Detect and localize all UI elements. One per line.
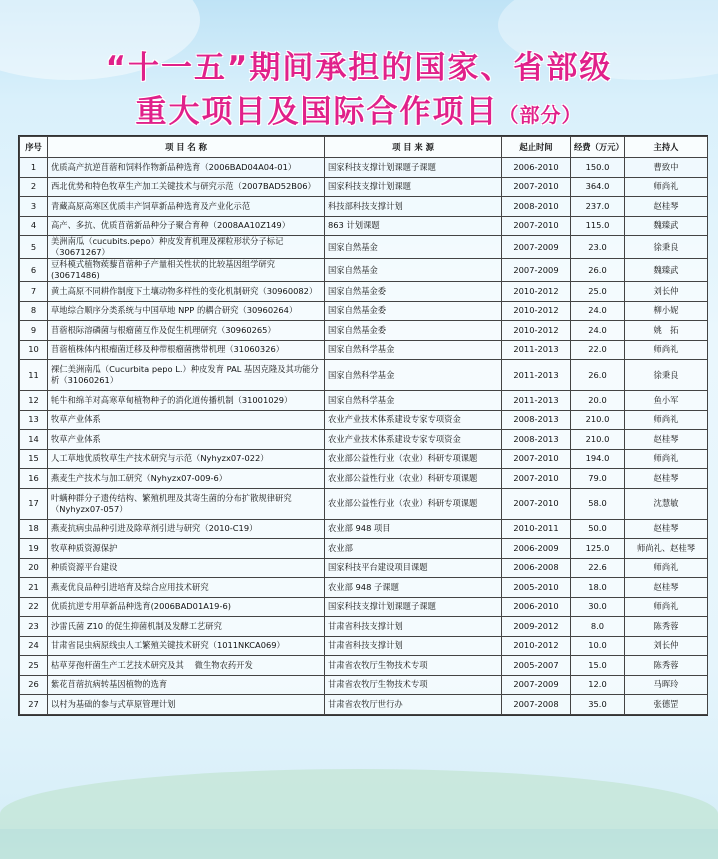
cell-host: 曹致中 [625,158,708,178]
cell-period: 2007-2009 [502,675,571,695]
cell-period: 2007-2010 [502,449,571,469]
cell-no: 7 [20,282,48,302]
cell-period: 2007-2010 [502,216,571,236]
cell-period: 2007-2008 [502,695,571,715]
cell-no: 11 [20,360,48,391]
cell-name: 以村为基础的参与式草原管理计划 [48,695,325,715]
cell-source: 国家自然科学基金 [325,391,502,411]
cell-period: 2006-2008 [502,558,571,578]
table-row [20,236,708,259]
cell-host: 沈慧敏 [625,488,708,519]
cell-source: 甘肃省农牧厅生物技术专项 [325,675,502,695]
table-row [20,282,708,302]
cell-funds: 210.0 [571,430,625,450]
cell-name: 甘肃省昆虫病原线虫人工繁殖关键技术研究（1011NKCA069） [48,636,325,656]
cell-period: 2011-2013 [502,391,571,411]
cell-period: 2007-2010 [502,488,571,519]
cell-source: 甘肃省农牧厅世行办 [325,695,502,715]
cell-name: 草地综合顺序分类系统与中国草地 NPP 的耦合研究（30960264） [48,301,325,321]
cell-no: 24 [20,636,48,656]
table-row [20,410,708,430]
cell-name: 青藏高原高寒区优质丰产饲草新品种选育及产业化示范 [48,197,325,217]
cell-funds: 30.0 [571,597,625,617]
cell-funds: 150.0 [571,158,625,178]
table-row [20,158,708,178]
cell-source: 农业部公益性行业（农业）科研专项课题 [325,488,502,519]
cell-name: 美洲南瓜（cucubits.pepo）种皮发育机理及裸粒形状分子标记（30671267） [48,236,325,259]
cell-name: 枯草芽孢杆菌生产工艺技术研究及其 微生物农药开发 [48,656,325,676]
cell-source: 国家科技支撑计划课题 [325,177,502,197]
cell-name: 苜蓿植株体内根瘤菌迁移及种带根瘤菌携带机理（31060326） [48,340,325,360]
cell-period: 2008-2010 [502,197,571,217]
cell-funds: 194.0 [571,449,625,469]
cell-source: 国家自然基金委 [325,321,502,341]
cell-source: 农业部 948 子课题 [325,578,502,598]
cell-name: 优质抗逆专用草新品种选育(2006BAD01A19-6) [48,597,325,617]
cell-host: 陈秀蓉 [625,617,708,637]
cell-no: 4 [20,216,48,236]
cell-source: 甘肃省科技支撑计划 [325,617,502,637]
cell-name: 高产、多抗、优质苜蓿新品种分子聚合育种（2008AA10Z149） [48,216,325,236]
cell-period: 2010-2012 [502,282,571,302]
projects-table-wrap [18,135,708,716]
cell-no: 26 [20,675,48,695]
cell-period: 2009-2012 [502,617,571,637]
cell-no: 2 [20,177,48,197]
cell-source: 农业产业技术体系建设专家专项资金 [325,410,502,430]
page-title-line1: “十一五”期间承担的国家、省部级 [105,50,613,86]
cell-source: 国家自然科学基金 [325,340,502,360]
cell-host: 师尚礼 [625,449,708,469]
cell-no: 25 [20,656,48,676]
cell-funds: 237.0 [571,197,625,217]
cell-funds: 58.0 [571,488,625,519]
cell-host: 徐秉良 [625,360,708,391]
cell-name: 牦牛和绵羊对高寒草甸植物种子的消化道传播机制（31001029） [48,391,325,411]
table-row [20,539,708,559]
cell-period: 2007-2009 [502,259,571,282]
cell-period: 2006-2010 [502,158,571,178]
cell-period: 2005-2007 [502,656,571,676]
header-period: 起止时间 [502,137,571,158]
cell-name: 豆科模式植物蒺藜苜蓿种子产量相关性状的比较基因组学研究(30671486) [48,259,325,282]
cell-source: 国家自然基金 [325,236,502,259]
cell-funds: 8.0 [571,617,625,637]
cell-funds: 79.0 [571,469,625,489]
cell-host: 赵桂琴 [625,197,708,217]
cell-source: 国家科技平台建设项目课题 [325,558,502,578]
cell-name: 苜蓿根际溶磷菌与根瘤菌互作及促生机理研究（30960265） [48,321,325,341]
cell-source: 863 计划课题 [325,216,502,236]
cell-name: 燕麦抗病虫品种引进及除草剂引进与研究（2010-C19） [48,519,325,539]
cell-no: 16 [20,469,48,489]
cell-source: 国家科技支撑计划课题子课题 [325,158,502,178]
table-row [20,360,708,391]
cell-host: 师尚礼 [625,558,708,578]
cell-name: 裸仁美洲南瓜（Cucurbita pepo L.）种皮发育 PAL 基因克隆及其功能分析（31060261） [48,360,325,391]
cell-host: 赵桂琴 [625,519,708,539]
cell-period: 2010-2012 [502,636,571,656]
cell-funds: 25.0 [571,282,625,302]
cell-host: 师尚礼 [625,177,708,197]
table-row [20,656,708,676]
table-row [20,578,708,598]
table-row [20,216,708,236]
cell-no: 20 [20,558,48,578]
cell-period: 2006-2009 [502,539,571,559]
cell-period: 2008-2013 [502,430,571,450]
cell-period: 2006-2010 [502,597,571,617]
table-row [20,617,708,637]
cell-source: 国家自然科学基金 [325,360,502,391]
cell-funds: 23.0 [571,236,625,259]
cell-name: 燕麦生产技术与加工研究（Nyhyzx07-009-6） [48,469,325,489]
header-no: 序号 [20,137,48,158]
cell-funds: 26.0 [571,360,625,391]
table-row [20,197,708,217]
cell-funds: 35.0 [571,695,625,715]
cell-no: 22 [20,597,48,617]
cell-name: 牧草种质资源保护 [48,539,325,559]
cell-source: 国家自然基金委 [325,282,502,302]
cell-no: 17 [20,488,48,519]
cell-host: 赵桂琴 [625,578,708,598]
cell-no: 23 [20,617,48,637]
cell-name: 燕麦优良品种引进培育及综合应用技术研究 [48,578,325,598]
cell-source: 农业部公益性行业（农业）科研专项课题 [325,469,502,489]
cell-period: 2010-2012 [502,321,571,341]
cell-source: 农业部公益性行业（农业）科研专项课题 [325,449,502,469]
cell-host: 刘长仲 [625,636,708,656]
table-row [20,695,708,715]
cell-period: 2005-2010 [502,578,571,598]
table-row [20,636,708,656]
cell-period: 2011-2013 [502,360,571,391]
cell-no: 27 [20,695,48,715]
cell-host: 鱼小军 [625,391,708,411]
table-row [20,259,708,282]
cell-host: 魏臻武 [625,259,708,282]
table-row [20,675,708,695]
cell-host: 赵桂琴 [625,430,708,450]
cell-funds: 10.0 [571,636,625,656]
cell-name: 优质高产抗逆苜蓿和饲料作物新品种选育（2006BAD04A04-01） [48,158,325,178]
cell-host: 柳小妮 [625,301,708,321]
cell-no: 15 [20,449,48,469]
cell-no: 5 [20,236,48,259]
cell-funds: 210.0 [571,410,625,430]
cell-funds: 12.0 [571,675,625,695]
cell-no: 18 [20,519,48,539]
cell-period: 2007-2010 [502,177,571,197]
cell-host: 师尚礼 [625,340,708,360]
table-row [20,391,708,411]
cell-period: 2010-2011 [502,519,571,539]
cell-name: 紫花苜蓿抗病转基因植物的选育 [48,675,325,695]
table-row [20,449,708,469]
cell-name: 西北优势和特色牧草生产加工关键技术与研究示范（2007BAD52B06） [48,177,325,197]
cell-period: 2007-2009 [502,236,571,259]
cell-name: 黄土高原不同耕作制度下土壤动物多样性的变化机制研究（30960082） [48,282,325,302]
cell-source: 甘肃省农牧厅生物技术专项 [325,656,502,676]
cell-period: 2007-2010 [502,469,571,489]
cell-host: 姚 拓 [625,321,708,341]
cell-name: 种质资源平台建设 [48,558,325,578]
page-title-line2 [0,86,718,131]
header-funds: 经费（万元） [571,137,625,158]
cell-funds: 115.0 [571,216,625,236]
cell-host: 陈秀蓉 [625,656,708,676]
cell-funds: 24.0 [571,321,625,341]
background-grass [0,769,718,859]
table-row [20,340,708,360]
cell-funds: 364.0 [571,177,625,197]
cell-name: 牧草产业体系 [48,410,325,430]
page-title-main: 重大项目及国际合作项目 [135,94,499,130]
cell-no: 12 [20,391,48,411]
cell-name: 沙雷氏菌 Z10 的促生抑菌机制及发酵工艺研究 [48,617,325,637]
cell-host: 师尚礼、赵桂琴 [625,539,708,559]
cell-source: 国家科技支撑计划课题子课题 [325,597,502,617]
table-row [20,558,708,578]
table-row [20,488,708,519]
cell-host: 刘长仲 [625,282,708,302]
cell-funds: 22.6 [571,558,625,578]
header-host: 主持人 [625,137,708,158]
cell-name: 牧草产业体系 [48,430,325,450]
cell-source: 科技部科技支撑计划 [325,197,502,217]
table-row [20,177,708,197]
table-row [20,469,708,489]
page-title-suffix: （部分） [498,103,583,127]
cell-source: 甘肃省科技支撑计划 [325,636,502,656]
table-row [20,321,708,341]
cell-period: 2008-2013 [502,410,571,430]
cell-no: 3 [20,197,48,217]
cell-host: 张德罡 [625,695,708,715]
table-row [20,430,708,450]
cell-no: 1 [20,158,48,178]
cell-no: 13 [20,410,48,430]
cell-funds: 15.0 [571,656,625,676]
table-row [20,301,708,321]
cell-source: 农业产业技术体系建设专家专项资金 [325,430,502,450]
cell-no: 10 [20,340,48,360]
cell-no: 21 [20,578,48,598]
cell-funds: 26.0 [571,259,625,282]
cell-funds: 22.0 [571,340,625,360]
cell-funds: 50.0 [571,519,625,539]
cell-source: 国家自然基金委 [325,301,502,321]
cell-funds: 24.0 [571,301,625,321]
table-header-row [20,137,708,158]
cell-host: 师尚礼 [625,410,708,430]
header-name: 项 目 名 称 [48,137,325,158]
cell-host: 赵桂琴 [625,469,708,489]
cell-host: 徐秉良 [625,236,708,259]
cell-host: 魏臻武 [625,216,708,236]
table-row [20,519,708,539]
cell-source: 农业部 [325,539,502,559]
cell-period: 2010-2012 [502,301,571,321]
cell-funds: 18.0 [571,578,625,598]
cell-funds: 20.0 [571,391,625,411]
cell-no: 8 [20,301,48,321]
cell-source: 国家自然基金 [325,259,502,282]
cell-funds: 125.0 [571,539,625,559]
cell-name: 人工草地优质牧草生产技术研究与示范（Nyhyzx07-022） [48,449,325,469]
cell-host: 马晖玲 [625,675,708,695]
cell-name: 叶螨种群分子遗传结构、繁殖机理及其寄生菌的分布扩散规律研究（Nyhyzx07-057） [48,488,325,519]
cell-no: 19 [20,539,48,559]
cell-no: 9 [20,321,48,341]
cell-source: 农业部 948 项目 [325,519,502,539]
table-row [20,597,708,617]
cell-no: 6 [20,259,48,282]
projects-table [19,136,708,715]
cell-host: 师尚礼 [625,597,708,617]
cell-period: 2011-2013 [502,340,571,360]
header-source: 项 目 来 源 [325,137,502,158]
cell-no: 14 [20,430,48,450]
